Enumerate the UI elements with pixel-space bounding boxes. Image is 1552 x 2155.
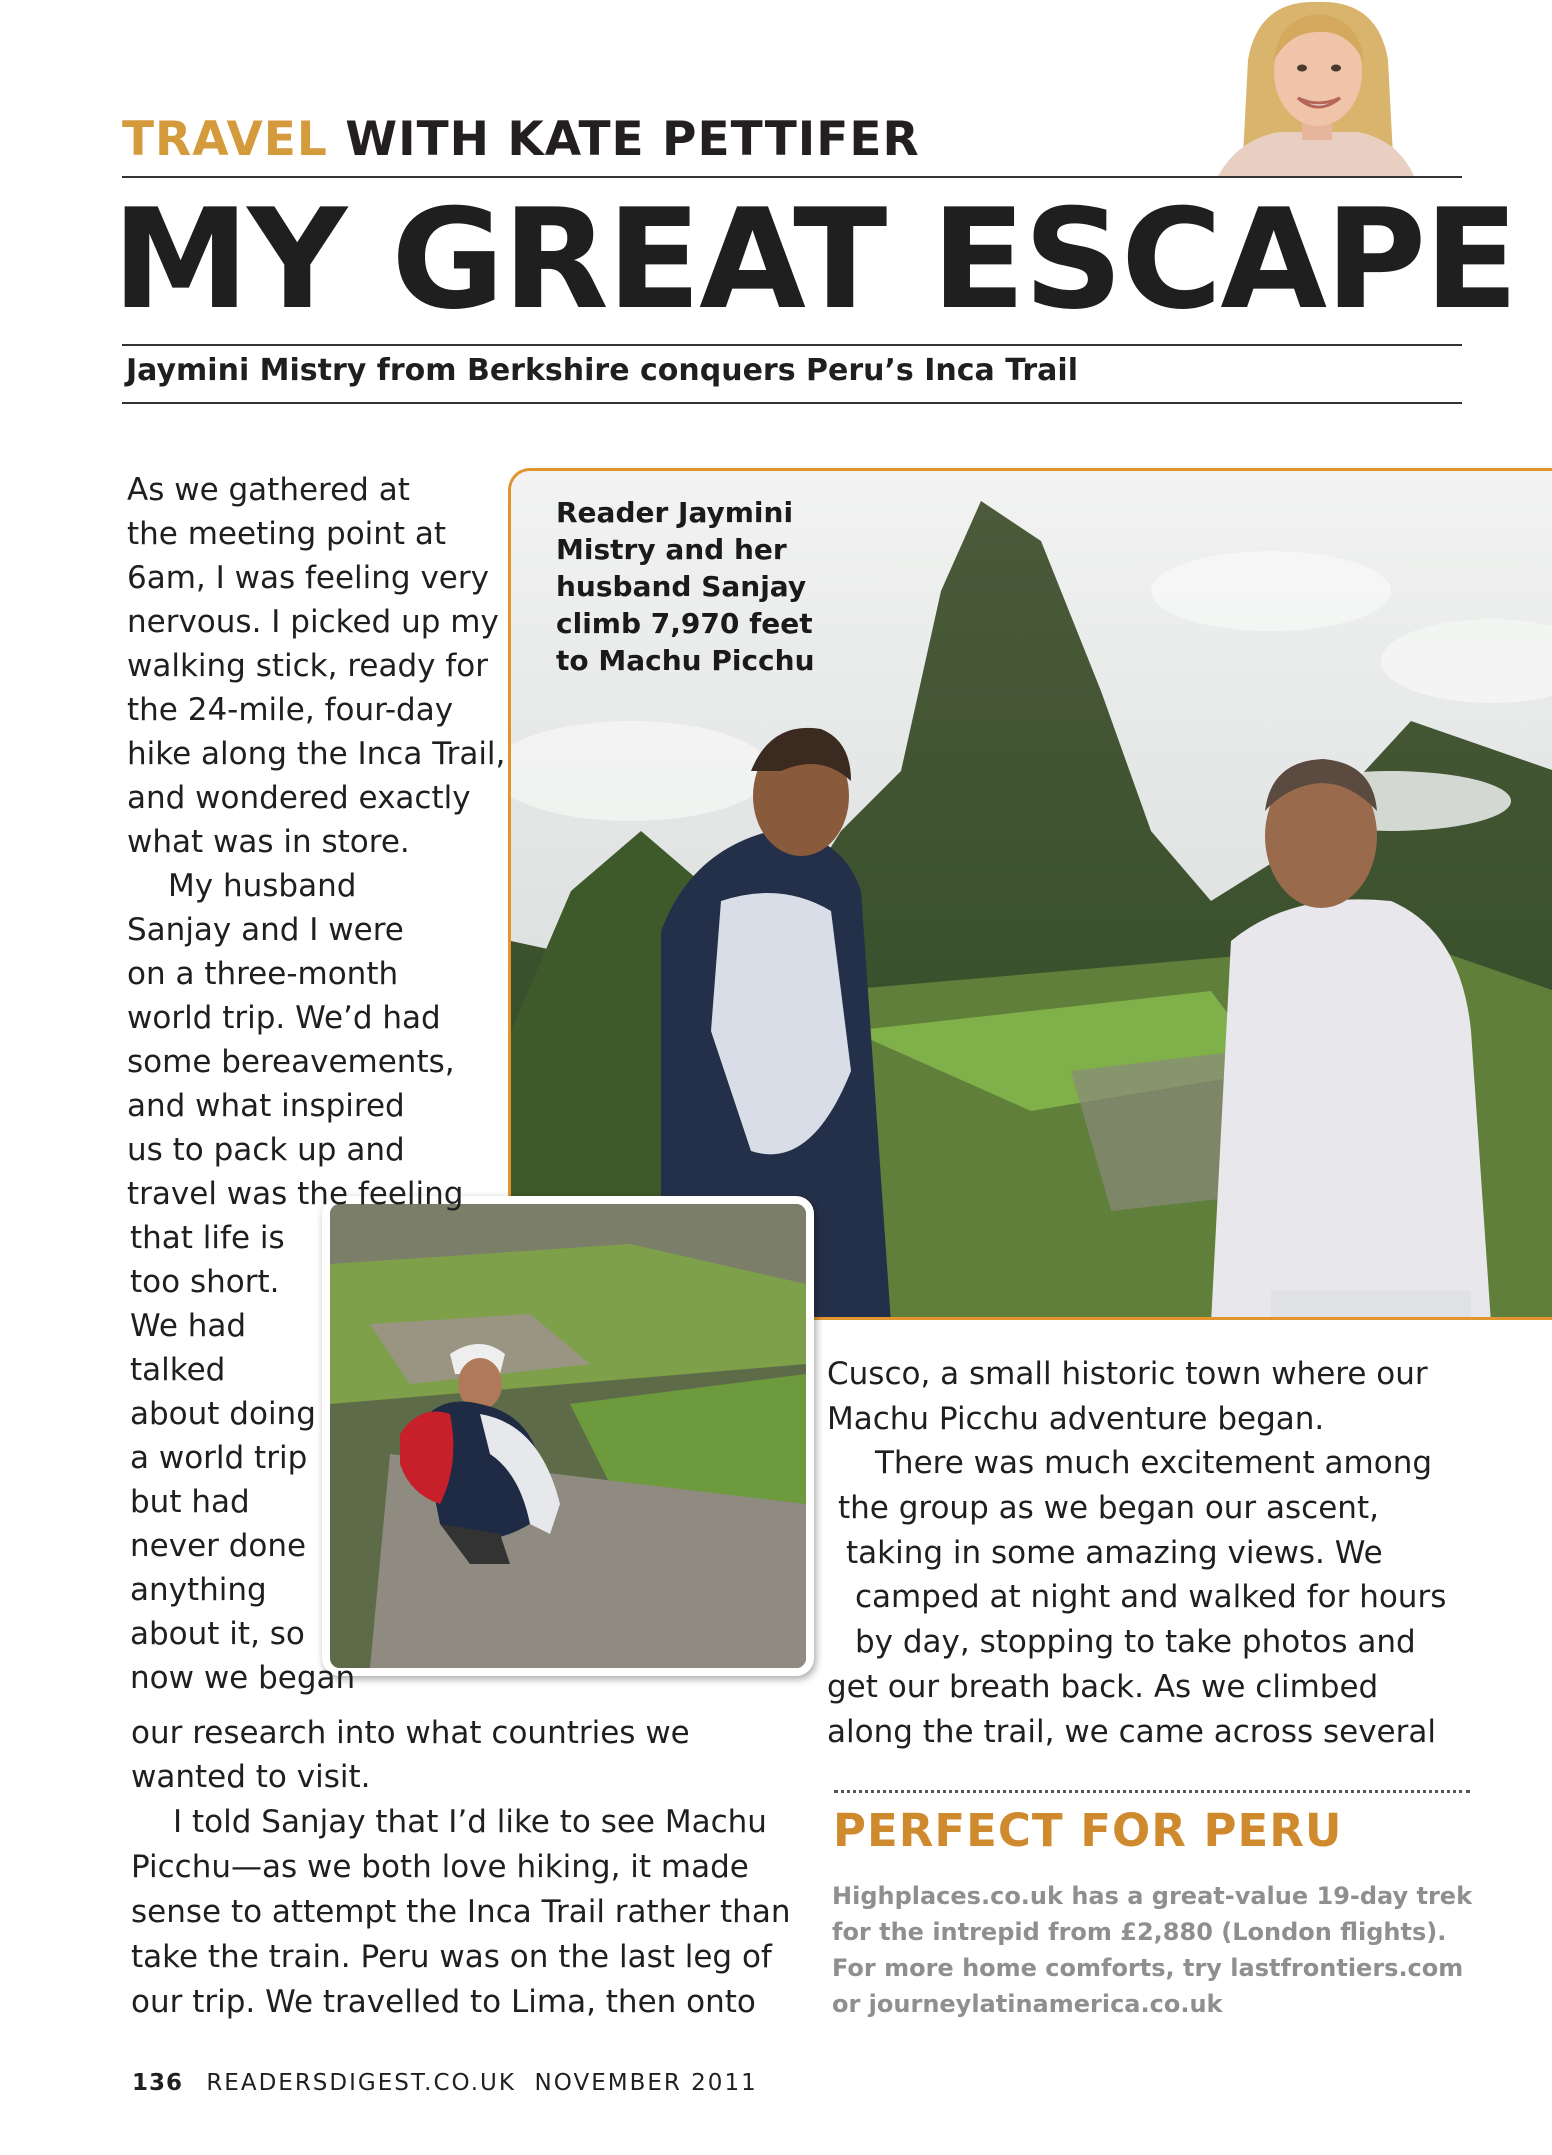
caption-line: climb 7,970 feet xyxy=(556,607,813,640)
body-line: My husband xyxy=(168,868,357,904)
body-line: about doing xyxy=(130,1396,316,1432)
body-line: get our breath back. As we climbed xyxy=(827,1669,1379,1705)
sidebar-line: Highplaces.co.uk has a great-value 19-day trek xyxy=(832,1882,1473,1910)
headline: MY GREAT ESCAPE xyxy=(112,179,1517,340)
body-line: Sanjay and I were xyxy=(127,912,404,948)
body-line: what was in store. xyxy=(127,824,410,860)
body-line: some bereavements, xyxy=(127,1044,455,1080)
body-line: anything xyxy=(130,1572,267,1608)
body-line: about it, so xyxy=(130,1616,305,1652)
sidebar-line: For more home comforts, try lastfrontiers.com xyxy=(832,1954,1464,1982)
photo-caption xyxy=(556,494,815,679)
body-line: us to pack up and xyxy=(127,1132,405,1168)
body-line: There was much excitement among xyxy=(875,1445,1433,1481)
body-line: talked xyxy=(130,1352,226,1388)
body-line: the meeting point at xyxy=(127,516,447,552)
body-line: hike along the Inca Trail, xyxy=(127,736,506,772)
body-line: the 24-mile, four-day xyxy=(127,692,454,728)
standfirst: Jaymini Mistry from Berkshire conquers Peru’s Inca Trail xyxy=(126,353,1078,388)
body-line: the group as we began our ascent, xyxy=(838,1490,1379,1526)
body-line: sense to attempt the Inca Trail rather than xyxy=(131,1894,791,1930)
body-line: travel was the feeling xyxy=(127,1176,464,1212)
body-line: along the trail, we came across several xyxy=(827,1714,1436,1750)
footer-text: READERSDIGEST.CO.UK NOVEMBER 2011 xyxy=(206,2070,758,2096)
page-number: 136 xyxy=(132,2070,184,2096)
body-line: take the train. Peru was on the last leg of xyxy=(131,1939,772,1975)
body-line: 6am, I was feeling very xyxy=(127,560,489,596)
body-line: taking in some amazing views. We xyxy=(846,1535,1383,1571)
section-kicker: TRAVEL xyxy=(122,112,328,167)
body-line: As we gathered at xyxy=(127,472,410,508)
body-line: now we began xyxy=(130,1660,356,1696)
inset-photo xyxy=(322,1196,814,1676)
body-line: Cusco, a small historic town where our xyxy=(827,1356,1428,1392)
body-line: too short. xyxy=(130,1264,280,1300)
header-rule-bottom xyxy=(122,402,1462,404)
body-line: nervous. I picked up my xyxy=(127,604,499,640)
header-rule-top xyxy=(122,176,1462,178)
body-line: our trip. We travelled to Lima, then onto xyxy=(131,1984,756,2020)
body-line: We had xyxy=(130,1308,247,1344)
body-line: a world trip xyxy=(130,1440,308,1476)
body-line: camped at night and walked for hours xyxy=(855,1579,1447,1615)
sidebar-title: PERFECT FOR PERU xyxy=(833,1804,1343,1857)
body-line: I told Sanjay that I’d like to see Machu xyxy=(173,1804,767,1840)
body-line: and wondered exactly xyxy=(127,780,471,816)
body-line: world trip. We’d had xyxy=(127,1000,441,1036)
header-rule-middle xyxy=(122,344,1462,346)
sidebar-line: for the intrepid from £2,880 (London flights). xyxy=(832,1918,1447,1946)
caption-line: Mistry and her xyxy=(556,533,787,566)
sidebar-line: or journeylatinamerica.co.uk xyxy=(832,1990,1223,2018)
body-line: by day, stopping to take photos and xyxy=(855,1624,1416,1660)
caption-line: Reader Jaymini xyxy=(556,496,794,529)
body-line: but had xyxy=(130,1484,250,1520)
body-line: our research into what countries we xyxy=(131,1715,690,1751)
body-line: walking stick, ready for xyxy=(127,648,488,684)
section-byline: WITH KATE PETTIFER xyxy=(345,112,920,167)
body-line: that life is xyxy=(130,1220,285,1256)
body-line: wanted to visit. xyxy=(131,1759,371,1795)
page-footer xyxy=(132,2070,758,2096)
section-title xyxy=(122,112,920,167)
body-line: Picchu—as we both love hiking, it made xyxy=(131,1849,749,1885)
sidebar-text xyxy=(832,1878,1472,2022)
body-line: on a three-month xyxy=(127,956,399,992)
caption-line: to Machu Picchu xyxy=(556,644,815,677)
caption-line: husband Sanjay xyxy=(556,570,807,603)
body-line: Machu Picchu adventure began. xyxy=(827,1401,1325,1437)
body-line: and what inspired xyxy=(127,1088,405,1124)
body-line: never done xyxy=(130,1528,307,1564)
author-photo xyxy=(1218,0,1414,176)
sidebar-divider xyxy=(834,1790,1470,1793)
